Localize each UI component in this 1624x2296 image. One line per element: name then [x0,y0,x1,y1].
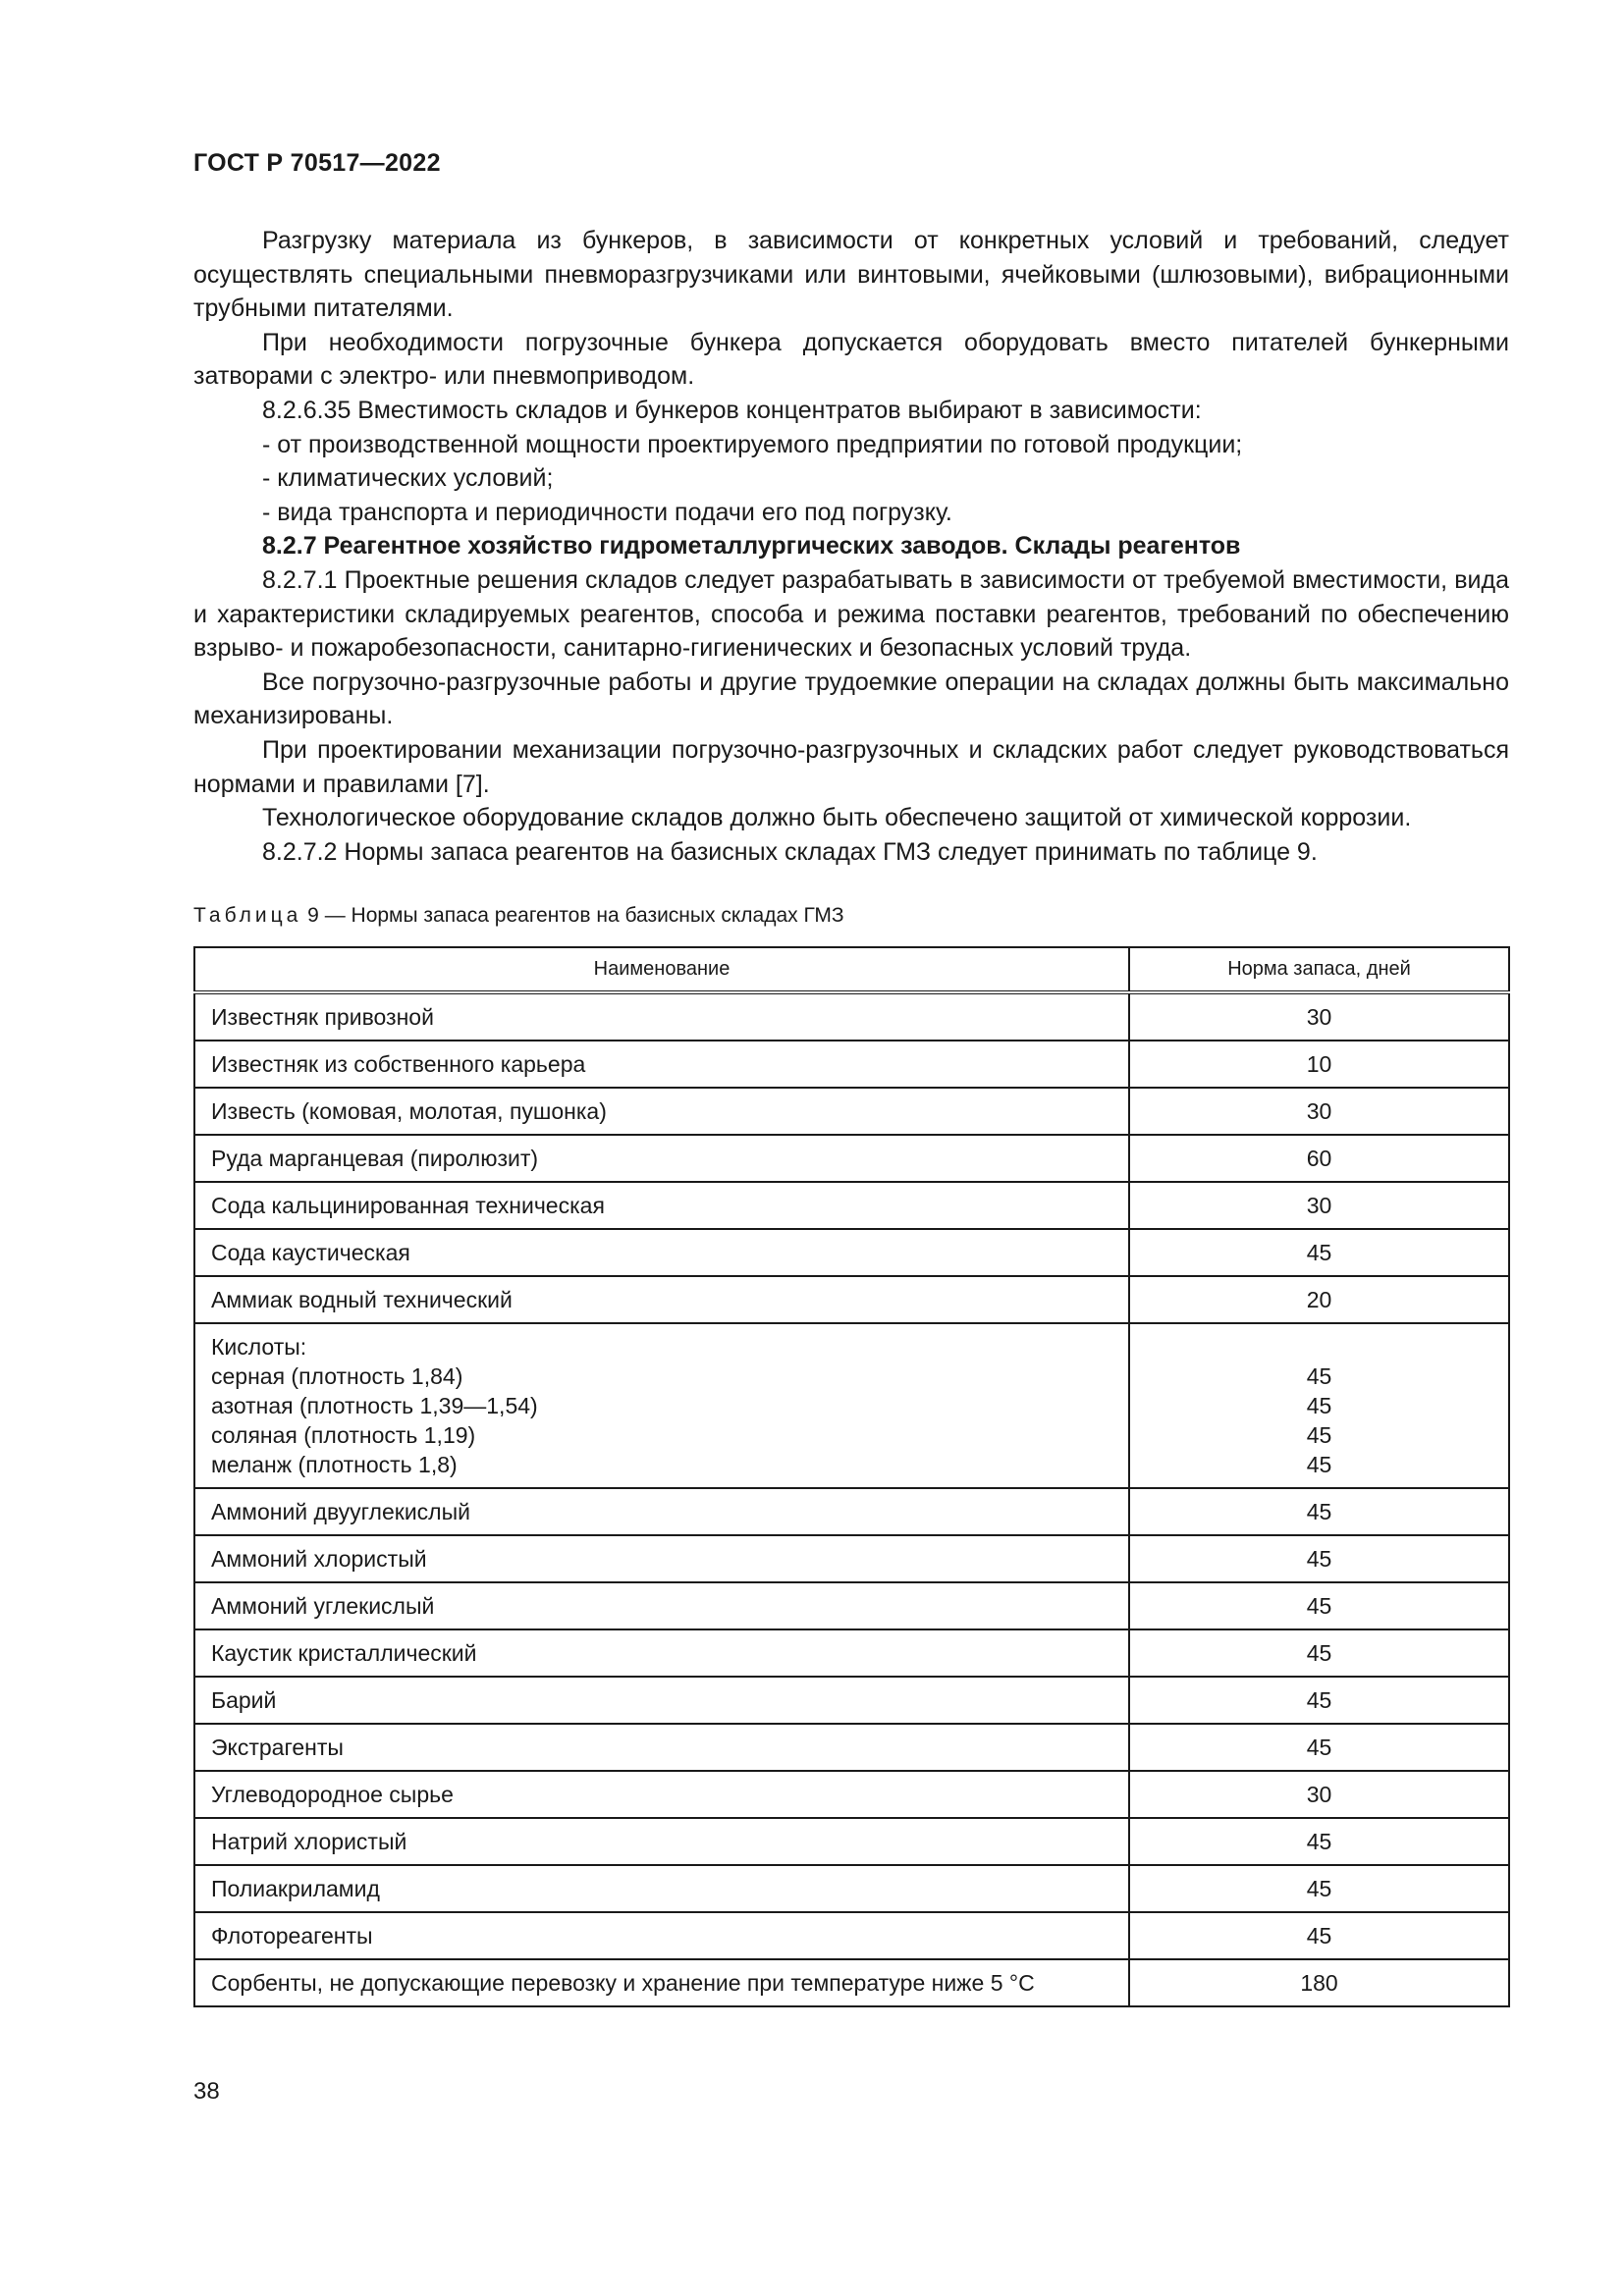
stock-days: 45 [1129,1724,1509,1771]
page-number: 38 [193,2078,220,2105]
stock-days: 180 [1129,1959,1509,2006]
stock-days: 30 [1129,1771,1509,1818]
table-caption-label: Таблица [193,904,302,927]
table-row [194,992,1509,1041]
table-row [194,1135,1509,1182]
table-row [194,1629,1509,1677]
table-row [194,1818,1509,1865]
acid-stock-days: 45 [1306,1393,1332,1418]
table-caption-title: 9 — Нормы запаса реагентов на базисных складах ГМЗ [301,904,844,927]
column-header-name: Наименование [194,947,1129,992]
acids-title: Кислоты: [211,1334,307,1360]
paragraph: При проектировании механизации погрузочно-разгрузочных и складских работ следует руководствоваться нормами и правилами [7]. [193,735,1509,798]
reagent-name: Аммоний двууглекислый [194,1488,1129,1535]
stock-days: 20 [1129,1276,1509,1323]
reagent-name: Натрий хлористый [194,1818,1129,1865]
reagent-name: Сорбенты, не допускающие перевозку и хранение при температуре ниже 5 °С [194,1959,1129,2006]
paragraph: Технологическое оборудование складов должно быть обеспечено защитой от химической коррозии. [262,804,1412,832]
column-header-stock: Норма запаса, дней [1129,947,1509,992]
acid-stock-days: 45 [1306,1452,1332,1477]
acid-stock-days: 45 [1306,1363,1332,1389]
acid-name: соляная (плотность 1,19) [211,1422,476,1448]
table-row [194,1276,1509,1323]
stock-days: 45 [1129,1629,1509,1677]
reagent-stock-table [193,946,1510,2007]
paragraph: 8.2.7.2 Нормы запаса реагентов на базисных складах ГМЗ следует принимать по таблице 9. [262,837,1318,866]
list-item: - климатических условий; [262,464,554,493]
table-row [194,1771,1509,1818]
acid-name: азотная (плотность 1,39—1,54) [211,1393,538,1418]
paragraph: Разгрузку материала из бункеров, в зависимости от конкретных условий и требований, следует осуществлять специальными пневморазгрузчиками или винтовыми, ячейковыми (шлюзовыми), вибрационными трубными питателями. [193,227,1509,323]
acid-name: меланж (плотность 1,8) [211,1452,458,1477]
acid-name: серная (плотность 1,84) [211,1363,463,1389]
table-header-row [194,947,1509,992]
paragraph: 8.2.7.1 Проектные решения складов следует разрабатывать в зависимости от требуемой вместимости, вида и характеристики складируемых реагентов, способа и режима поставки реагентов, требований по обеспечению взрыво- и пожаробезопасности, санитарно-гигиенических и безопасных условий труда. [193,565,1509,663]
section-heading: 8.2.7 Реагентное хозяйство гидрометаллургических заводов. Склады реагентов [262,532,1241,561]
table-row [194,1677,1509,1724]
reagent-name: Известняк привозной [194,992,1129,1041]
reagent-name: Флотореагенты [194,1912,1129,1959]
reagent-name: Экстрагенты [194,1724,1129,1771]
table-row [194,1535,1509,1582]
reagent-name: Аммоний углекислый [194,1582,1129,1629]
reagent-name: Аммиак водный технический [194,1276,1129,1323]
table-row [194,1865,1509,1912]
stock-days: 45 [1129,1677,1509,1724]
table-row [194,1182,1509,1229]
stock-days: 45 [1129,1488,1509,1535]
list-item: - от производственной мощности проектируемого предприятии по готовой продукции; [262,430,1243,458]
paragraph: Все погрузочно-разгрузочные работы и другие трудоемкие операции на складах должны быть максимально механизированы. [193,667,1509,730]
reagent-name: Известь (комовая, молотая, пушонка) [194,1088,1129,1135]
table-row [194,1912,1509,1959]
reagent-name: Углеводородное сырье [194,1771,1129,1818]
reagent-name: Сода кальцинированная техническая [194,1182,1129,1229]
table-row-acids [194,1323,1509,1488]
reagent-name [194,1323,1129,1488]
stock-days: 45 [1129,1582,1509,1629]
stock-days: 45 [1129,1912,1509,1959]
stock-days: 60 [1129,1135,1509,1182]
paragraph: 8.2.6.35 Вместимость складов и бункеров концентратов выбирают в зависимости: [262,396,1202,424]
reagent-name: Барий [194,1677,1129,1724]
reagent-name: Известняк из собственного карьера [194,1041,1129,1088]
reagent-name: Руда марганцевая (пиролюзит) [194,1135,1129,1182]
paragraph: При необходимости погрузочные бункера допускается оборудовать вместо питателей бункерными затворами с электро- или пневмоприводом. [193,328,1509,391]
stock-days: 10 [1129,1041,1509,1088]
stock-days: 45 [1129,1229,1509,1276]
table-row [194,1959,1509,2006]
document-code: ГОСТ Р 70517—2022 [193,149,441,177]
stock-days: 45 [1129,1865,1509,1912]
body-text [193,224,1509,869]
table-row [194,1229,1509,1276]
table-row [194,1582,1509,1629]
reagent-name: Полиакриламид [194,1865,1129,1912]
stock-days: 30 [1129,1088,1509,1135]
stock-days: 45 [1129,1818,1509,1865]
stock-days: 30 [1129,1182,1509,1229]
acid-stock-days: 45 [1306,1422,1332,1448]
table-caption [193,904,844,928]
stock-days [1129,1323,1509,1488]
reagent-name: Каустик кристаллический [194,1629,1129,1677]
stock-days: 45 [1129,1535,1509,1582]
reagent-name: Аммоний хлористый [194,1535,1129,1582]
stock-days: 30 [1129,992,1509,1041]
table-row [194,1724,1509,1771]
table-row [194,1088,1509,1135]
reagent-name: Сода каустическая [194,1229,1129,1276]
table-row [194,1041,1509,1088]
table-body [194,992,1509,2006]
list-item: - вида транспорта и периодичности подачи его под погрузку. [262,498,952,526]
table-row [194,1488,1509,1535]
